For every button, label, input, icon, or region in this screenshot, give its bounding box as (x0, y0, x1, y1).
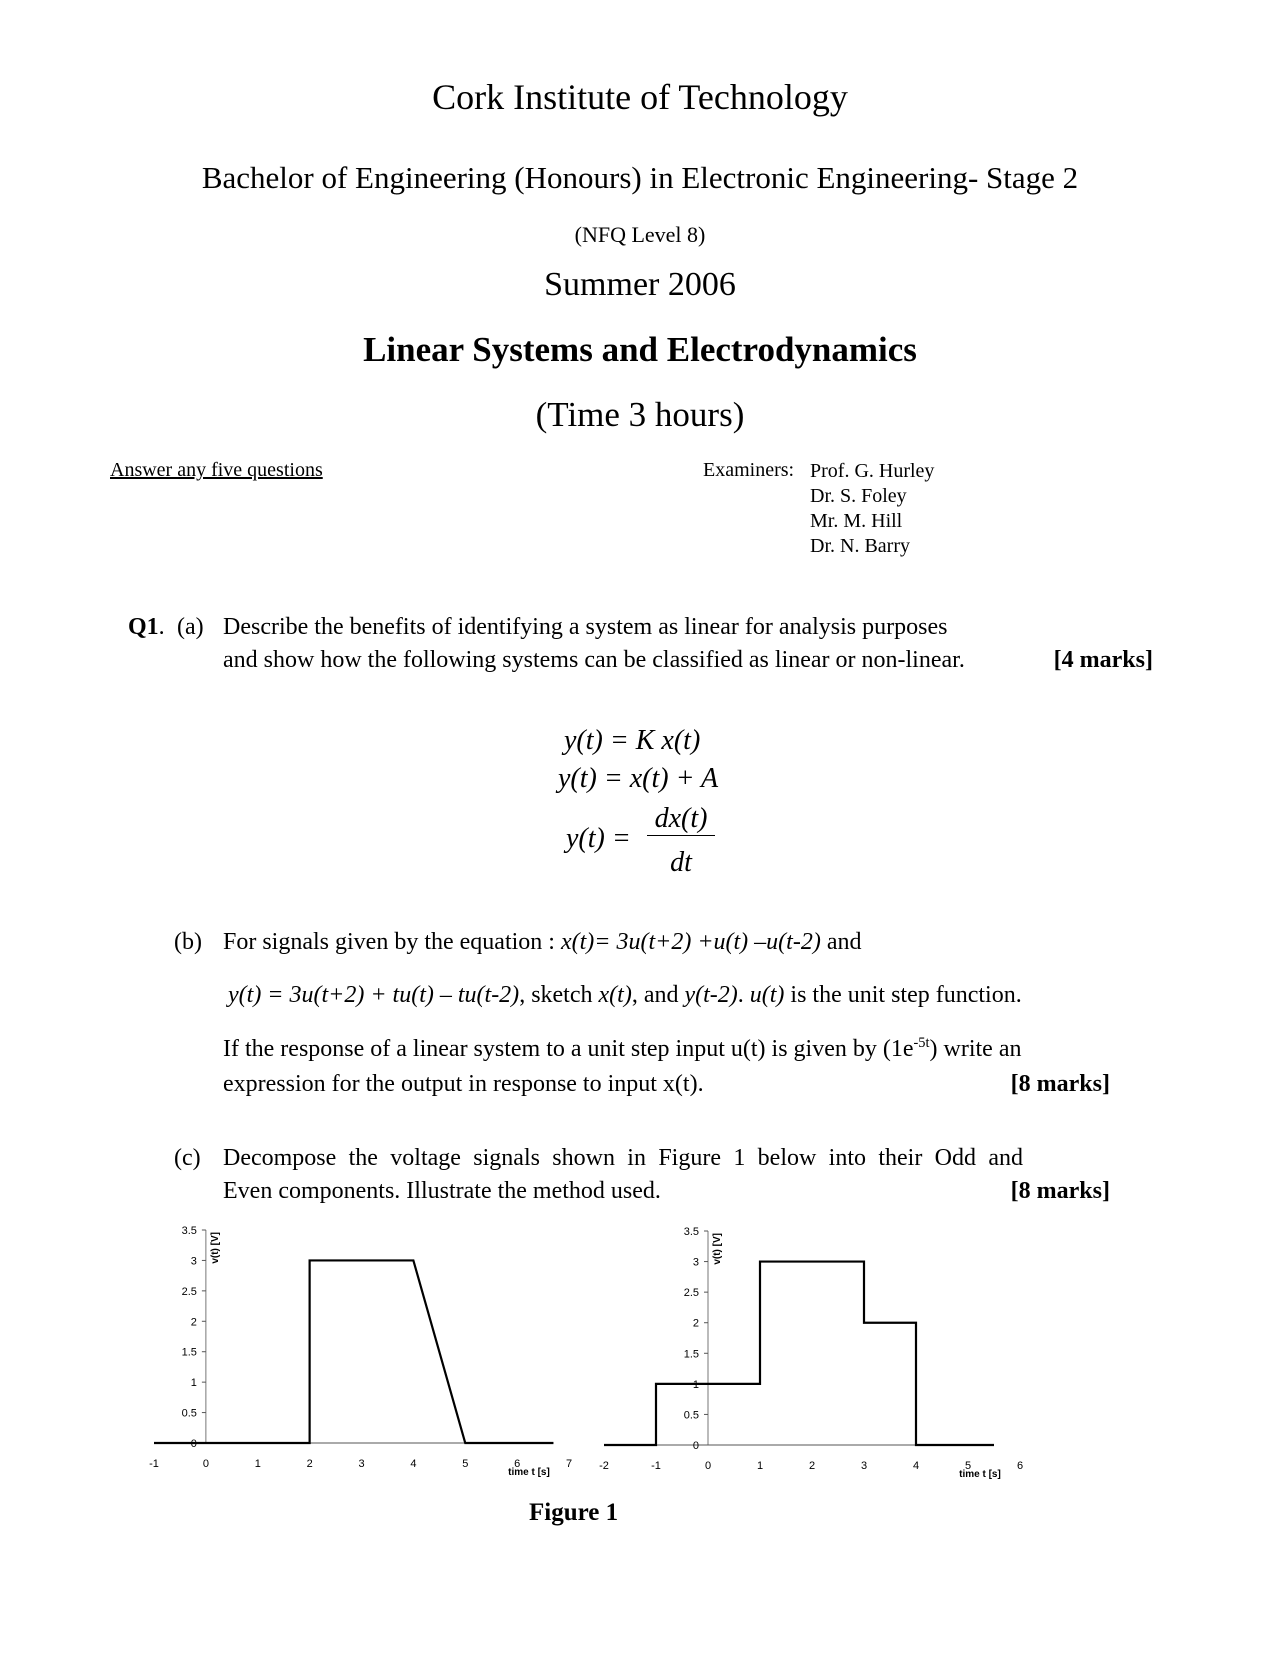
chart-2 (599, 1226, 1023, 1480)
nfq-level: (NFQ Level 8) (574, 222, 706, 247)
x-tick-label: 0 (704, 1460, 712, 1472)
y-axis-title: v(t) [V] (712, 1233, 723, 1265)
y-tick-label: 1.5 (181, 1346, 197, 1359)
x-tick-label: 2 (808, 1460, 816, 1472)
y-tick-label: 2 (190, 1316, 197, 1329)
part-a-line1: Describe the benefits of identifying a system as linear for analysis purposes (223, 614, 948, 640)
y-tick-label: 3.5 (181, 1225, 197, 1237)
x-tick-label: 6 (1016, 1460, 1024, 1472)
exam-session: Summer 2006 (544, 266, 736, 303)
part-c-label: (c) (174, 1145, 201, 1171)
equation-offset: y(t) = x(t) + A (558, 763, 719, 794)
exam-duration: (Time 3 hours) (535, 395, 745, 434)
part-c-marks: [8 marks] (1010, 1178, 1110, 1204)
equation-derivative-denominator: dt (670, 847, 692, 878)
y-tick-label: 2 (692, 1317, 699, 1330)
signal-line (154, 1260, 553, 1443)
x-tick-label: 6 (514, 1458, 521, 1470)
y-tick-label: 0.5 (181, 1407, 197, 1420)
y-tick-label: 1.5 (683, 1348, 699, 1361)
equation-derivative-numerator: dx(t) (647, 803, 715, 836)
x-tick-label: 5 (462, 1458, 469, 1470)
x-tick-label: 4 (410, 1458, 417, 1470)
x-tick-label: 3 (860, 1460, 868, 1472)
y-axis-title: v(t) [V] (209, 1232, 221, 1264)
y-tick-label: 0 (190, 1438, 197, 1450)
y-tick-label: 3 (190, 1255, 197, 1268)
part-b-label: (b) (174, 929, 202, 955)
part-c-line2: Even components. Illustrate the method used. (223, 1178, 661, 1204)
part-b-line4: expression for the output in response to input x(t). (223, 1071, 704, 1097)
y-tick-label: 0 (692, 1440, 699, 1452)
examiners-label: Examiners: (703, 459, 795, 481)
part-a-label: (a) (177, 614, 204, 640)
examiners-list (810, 459, 934, 559)
chart-1 (149, 1225, 572, 1478)
y-tick-label: 1 (692, 1378, 699, 1391)
x-tick-label: -1 (149, 1458, 159, 1470)
x-tick-label: 0 (202, 1458, 209, 1470)
examiner-name: Dr. N. Barry (810, 535, 910, 557)
institution-title: Cork Institute of Technology (432, 77, 848, 117)
part-a-marks: [4 marks] (1053, 647, 1153, 673)
part-b-line2: y(t) = 3u(t+2) + tu(t) – tu(t-2), sketch x(t), and y(t-2). u(t) is the unit step function. (228, 982, 1022, 1008)
y-tick-label: 2.5 (683, 1287, 699, 1300)
examiner-name: Prof. G. Hurley (810, 460, 935, 482)
y-tick-label: 3 (692, 1256, 699, 1269)
x-tick-label: 5 (964, 1460, 972, 1472)
subject-title: Linear Systems and Electrodynamics (363, 330, 917, 369)
equation-derivative-lhs: y(t) = (566, 823, 631, 854)
part-a-line2: and show how the following systems can be classified as linear or non-linear. (223, 647, 965, 673)
y-tick-label: 1 (190, 1377, 197, 1390)
figure-1-charts (0, 1200, 1280, 1500)
part-c-line1: Decompose the voltage signals shown in Figure 1 below into their Odd and (223, 1145, 1023, 1171)
figure-caption: Figure 1 (529, 1499, 619, 1526)
x-tick-label: 4 (912, 1460, 920, 1472)
x-tick-label: 2 (306, 1458, 313, 1470)
signal-x-equation: x(t)= 3u(t+2) +u(t) –u(t-2) (560, 929, 821, 955)
equation-gain: y(t) = K x(t) (564, 725, 701, 756)
x-tick-label: -2 (599, 1460, 609, 1472)
x-axis-title: time t [s] (508, 1467, 550, 1478)
x-tick-label: -1 (651, 1460, 661, 1472)
programme-title: Bachelor of Engineering (Honours) in Electronic Engineering- Stage 2 (201, 160, 1079, 195)
y-tick-label: 0.5 (683, 1409, 699, 1422)
x-tick-label: 7 (565, 1458, 573, 1470)
x-axis-title: time t [s] (959, 1469, 1001, 1480)
y-tick-label: 3.5 (683, 1226, 699, 1238)
y-tick-label: 2.5 (181, 1285, 197, 1298)
x-tick-label: 1 (254, 1458, 261, 1470)
exam-instruction: Answer any five questions (110, 459, 323, 481)
signal-line (604, 1262, 994, 1445)
part-b-marks: [8 marks] (1010, 1071, 1110, 1097)
part-b-line1: For signals given by the equation : x(t)= 3u(t+2) +u(t) –u(t-2) and (223, 929, 862, 955)
part-b-line3: If the response of a linear system to a unit step input u(t) is given by $(1e^{-5t})$ write an (223, 1035, 1022, 1062)
question-number: Q1. (128, 614, 165, 640)
x-tick-label: 3 (358, 1458, 365, 1470)
signal-y-equation: y(t) = 3u(t+2) + tu(t) – tu(t-2) (228, 982, 520, 1008)
examiner-name: Mr. M. Hill (810, 510, 903, 532)
x-tick-label: 1 (756, 1460, 764, 1472)
examiner-name: Dr. S. Foley (810, 485, 907, 507)
